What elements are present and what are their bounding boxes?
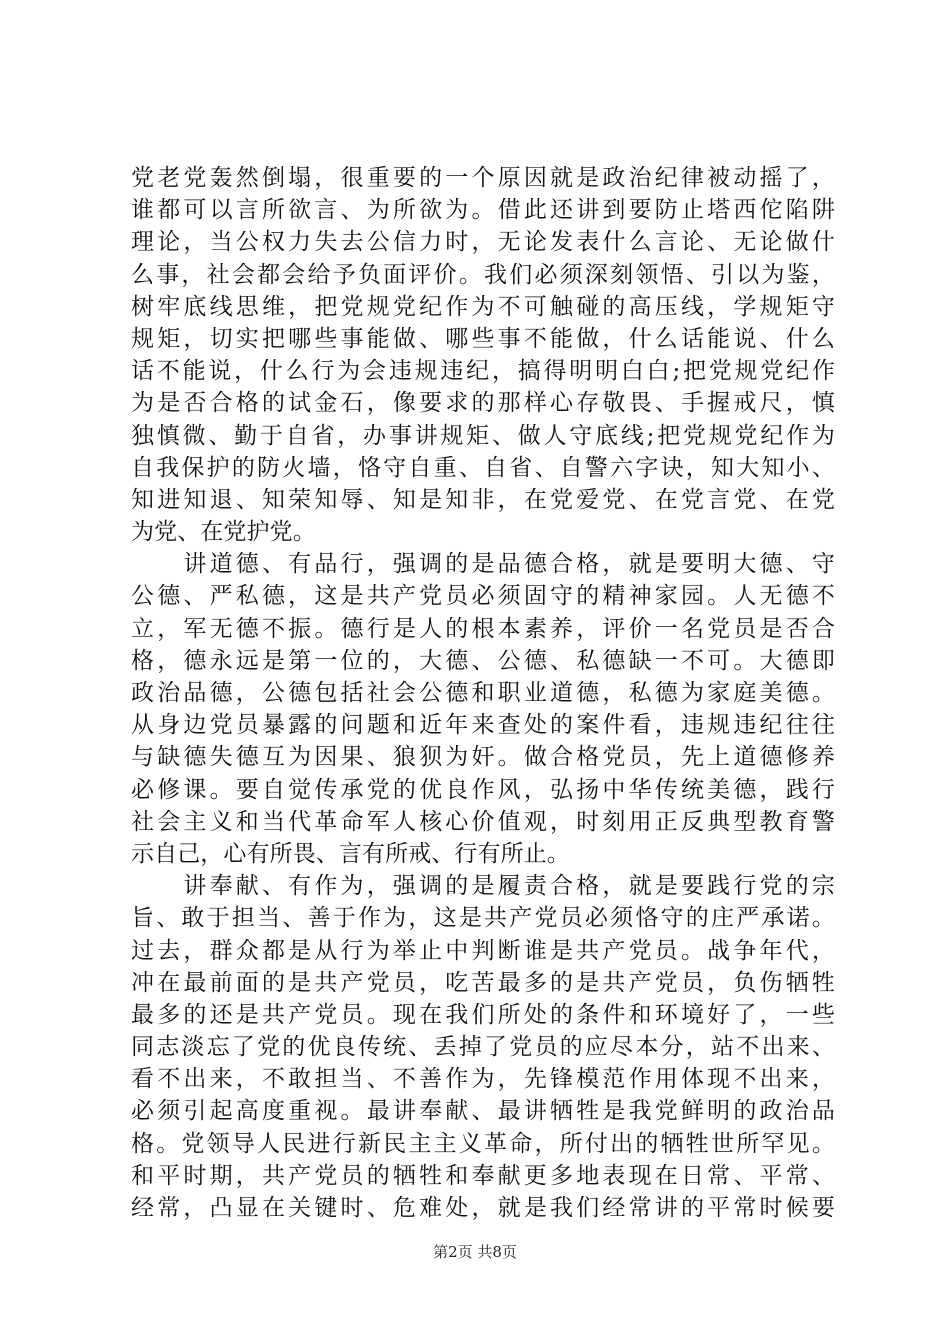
- text-line: 示自己，心有所畏、言有所戒、行有所止。: [131, 840, 570, 867]
- text-line: 公德、严私德，这是共产党员必须固守的精神家园。人无德不: [131, 583, 835, 610]
- text-line: 讲奉献、有作为，强调的是履责合格，就是要践行党的宗: [131, 873, 835, 900]
- text-line: 过去，群众都是从行为举止中判断谁是共产党员。战争年代，: [131, 937, 835, 964]
- text-line: 和平时期，共产党员的牺牲和奉献更多地表现在日常、平常、: [131, 1162, 835, 1189]
- text-line: 理论，当公权力失去公信力时，无论发表什么言论、无论做什: [131, 229, 835, 256]
- text-line: 么事，社会都会给予负面评价。我们必须深刻领悟、引以为鉴，: [131, 261, 835, 288]
- text-line: 自我保护的防火墙，恪守自重、自省、自警六字诀，知大知小、: [131, 454, 835, 481]
- text-line: 规矩，切实把哪些事能做、哪些事不能做，什么话能说、什么: [131, 325, 835, 352]
- text-line: 独慎微、勤于自省，办事讲规矩、做人守底线;把党规党纪作为: [131, 422, 835, 449]
- text-line: 旨、敢于担当、善于作为，这是共产党员必须恪守的庄严承诺。: [131, 905, 835, 932]
- text-line: 格。党领导人民进行新民主主义革命，所付出的牺牲世所罕见。: [131, 1130, 835, 1157]
- text-line: 必修课。要自觉传承党的优良作风，弘扬中华传统美德，践行: [131, 776, 835, 803]
- text-line: 与缺德失德互为因果、狼狈为奸。做合格党员，先上道德修养: [131, 744, 835, 771]
- text-line: 必须引起高度重视。最讲奉献、最讲牺牲是我党鲜明的政治品: [131, 1098, 835, 1125]
- text-line: 为是否合格的试金石，像要求的那样心存敬畏、手握戒尺，慎: [131, 390, 835, 417]
- text-line: 讲道德、有品行，强调的是品德合格，就是要明大德、守: [131, 551, 835, 578]
- text-line: 从身边党员暴露的问题和近年来查处的案件看，违规违纪往往: [131, 712, 835, 739]
- text-line: 冲在最前面的是共产党员，吃苦最多的是共产党员，负伤牺牲: [131, 969, 835, 996]
- text-line: 经常，凸显在关键时、危难处，就是我们经常讲的平常时候要: [131, 1195, 835, 1221]
- text-line: 话不能说，什么行为会违规违纪，搞得明明白白;把党规党纪作: [131, 358, 835, 385]
- text-line: 政治品德，公德包括社会公德和职业道德，私德为家庭美德。: [131, 680, 835, 706]
- text-line: 看不出来，不敢担当、不善作为，先锋模范作用体现不出来，: [131, 1066, 835, 1093]
- text-line: 格，德永远是第一位的，大德、公德、私德缺一不可。大德即: [131, 647, 835, 674]
- text-line: 树牢底线思维，把党规党纪作为不可触碰的高压线，学规矩守: [131, 293, 835, 320]
- text-line: 社会主义和当代革命军人核心价值观，时刻用正反典型教育警: [131, 808, 835, 835]
- text-line: 党老党轰然倒塌，很重要的一个原因就是政治纪律被动摇了，: [131, 165, 835, 191]
- text-line: 谁都可以言所欲言、为所欲为。借此还讲到要防止塔西佗陷阱: [131, 197, 835, 224]
- text-line: 为党、在党护党。: [131, 519, 316, 546]
- text-line: 立，军无德不振。德行是人的根本素养，评价一名党员是否合: [131, 615, 835, 642]
- text-line: 最多的还是共产党员。现在我们所处的条件和环境好了，一些: [131, 1001, 835, 1028]
- text-line: 同志淡忘了党的优良传统、丢掉了党员的应尽本分，站不出来、: [131, 1034, 835, 1061]
- body-text: [131, 162, 835, 1224]
- page-footer: 第2页 共8页: [433, 1243, 517, 1261]
- text-line: 知进知退、知荣知辱、知是知非，在党爱党、在党言党、在党: [131, 486, 835, 513]
